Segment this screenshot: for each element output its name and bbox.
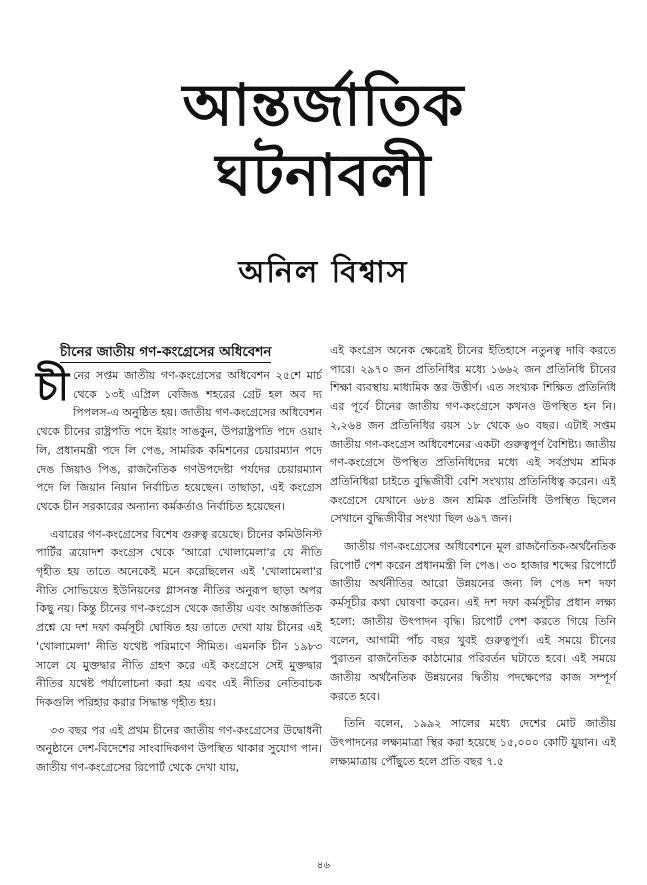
- title-line-2: ঘটনাবলী: [215, 141, 432, 209]
- paragraph-5: জাতীয় গণ-কংগ্রেসের অধিবেশনে মূল রাজনৈতিক-অর্থনৈতিক রিপোর্ট পেশ করেন প্রধানমন্ত্রী লি পেঙ। ৩০ হাজার শব্দের রিপোর্টে জাতীয় অর্থনীতির আরো উন্নয়নের জন্য লি পেঙ দশ দফা কর্মসূচীর কথা ঘোষণা করেন। এই দশ দফা কর্মসূচীর প্রধান লক্ষ্য হলো: জাতীয় উৎপাদন বৃদ্ধি। রিপোর্ট পেশ করতে গিয়ে তিনি বলেন, আগামী পাঁচ বছর খুবই গুরুত্বপূর্ণ। এই সময়ে চীনের পুরাতন রাজনৈতিক কাঠামোর পরিবর্তন ঘটাতে হবে। এই সময়ে জাতীয় অর্থনৈতিক উন্নয়নের দ্বিতীয় পদক্ষেপের কাজ সম্পূর্ণ করতে হবে।: [330, 540, 616, 703]
- paragraph-1-text: নের সপ্তম জাতীয় গণ-কংগ্রেসের অধিবেশন ২৫শে মার্চ থেকে ১৩ই এপ্রিল বেজিঙ শহরের গ্রেট হল অব দ্য পিপলস-এ অনুষ্ঠিত হয়। জাতীয় গণ-কংগ্রেসের অধিবেশন থেকে চীনের রাষ্ট্রপতি পদে ইয়াং সাঙকুন, উপরাষ্ট্রপতি পদে ওয়াং লি, প্রধানমন্ত্রী পদে লি পেঙ, সামরিক কমিশনের চেয়ারম্যান পদে দেঙ জিয়াও পিঙ, রাজনৈতিক গণউপদেষ্টা পর্যদের চেয়ারম্যান পদে লি জিয়ান নিয়ান নির্বাচিত হয়েছেন। তাছাড়া, এই কংগ্রেস থেকে চীন সরকারের অন্যান্য কর্মকর্তাও নির্বাচিত হয়েছেন।: [36, 369, 322, 513]
- right-column: [330, 342, 616, 780]
- left-column: [36, 342, 322, 787]
- page-number: ৪৬: [317, 860, 330, 871]
- paragraph-1: [36, 363, 322, 517]
- article-heading: চীনের জাতীয় গণ-কংগ্রেসের অধিবেশন: [60, 342, 271, 363]
- paragraph-4: এই কংগ্রেস অনেক ক্ষেত্রেই চীনের ইতিহাসে নতুনত্ব দাবি করতে পারে। ২৯৭০ জন প্রতিনিধির মধ্যে ১৬৬২ জন প্রতিনিধি চীনের শিক্ষা ব্যবস্থায় মাধ্যমিক স্তর উত্তীর্ণ। এত সংখ্যক শিক্ষিত প্রতিনিধি এর পূর্বে চীনের জাতীয় গণ-কংগ্রেসে কখনও উপস্থিত হন নি। ২,২৬৪ জন প্রতিনিধির বয়স ১৮ থেকে ৬০ বছর। এটাই সপ্তম জাতীয় গণ-কংগ্রেস অধিবেশনের একটা গুরুত্বপূর্ণ বৈশিষ্ট্য। জাতীয় গণ-কংগ্রেসে উপস্থিত প্রতিনিধিদের মধ্যে এই সর্বপ্রথম শ্রমিক প্রতিনিধিরা চাইতে বুদ্ধিজীবী বেশি সংখ্যায় প্রতিনিধিত্ব করেন। এই কংগ্রেসে যেখানে ৬৮৪ জন শ্রমিক প্রতিনিধি উপস্থিত ছিলেন সেখানে বুদ্ধিজীবীর সংখ্যা ছিল ৬৯৭ জন।: [330, 344, 616, 526]
- dropcap: চী: [36, 363, 70, 410]
- paragraph-6: তিনি বলেন, ১৯৯২ সালের মধ্যে দেশের মোট জাতীয় উৎপাদনের লক্ষ্যমাত্রা স্থির করা হয়েছে ১৫,০০০ কোটি য়ুয়ান। এই লক্ষ্যমাত্রায় পৌঁছুতে হলে প্রতি বছর ৭.৫: [330, 717, 616, 768]
- title-line-1: আন্তর্জাতিক: [182, 71, 465, 139]
- title-block: [0, 70, 647, 210]
- author-name: অনিল বিশ্বাস: [238, 255, 409, 290]
- paragraph-2: এবারের গণ-কংগ্রেসের বিশেষ গুরুত্ব রয়েছে। চীনের কমিউনিস্ট পার্টির ত্রয়োদশ কংগ্রেস থেকে 'আরো খোলামেলা'র যে নীতি গৃহীত হয় তাতে অনেকেই মনে করেছিলেন এই 'খোলামেলা'র নীতি সোভিয়েত ইউনিয়নের গ্লাসনস্ত নীতির অনুরূপ ছাড়া অপর কিছু নয়। কিন্তু চীনের গণ-কংগ্রেস থেকে জাতীয় এবং আন্তর্জাতিক প্রশ্নে যে দশ দফা কর্মসূচী ঘোষিত হয় তাতে দেখা যায় চীনের এই 'খোলামেলা' নীতি যথেষ্ট পরিমাণে সীমিত। এমনকি চীন ১৯৮৩ সালে যে মুক্তদ্বার নীতি গ্রহণ করে এই কংগ্রেসে সেই মুক্তদ্বার নীতির যথেষ্ট পর্যালোচনা করা হয় এবং এই নীতির নেতিবাচক দিকগুলি পরিহার করার সিদ্ধান্ত গৃহীত হয়।: [36, 527, 322, 709]
- paragraph-3: ৩৩ বছর পর এই প্রথম চীনের জাতীয় গণ-কংগ্রেসের উদ্বোধনী অনুষ্ঠানে দেশ-বিদেশের সাংবাদিকগণ উপস্থিত থাকার সুযোগ পান। জাতীয় গণ-কংগ্রেসের রিপোর্ট থেকে দেখা যায়,: [36, 723, 322, 775]
